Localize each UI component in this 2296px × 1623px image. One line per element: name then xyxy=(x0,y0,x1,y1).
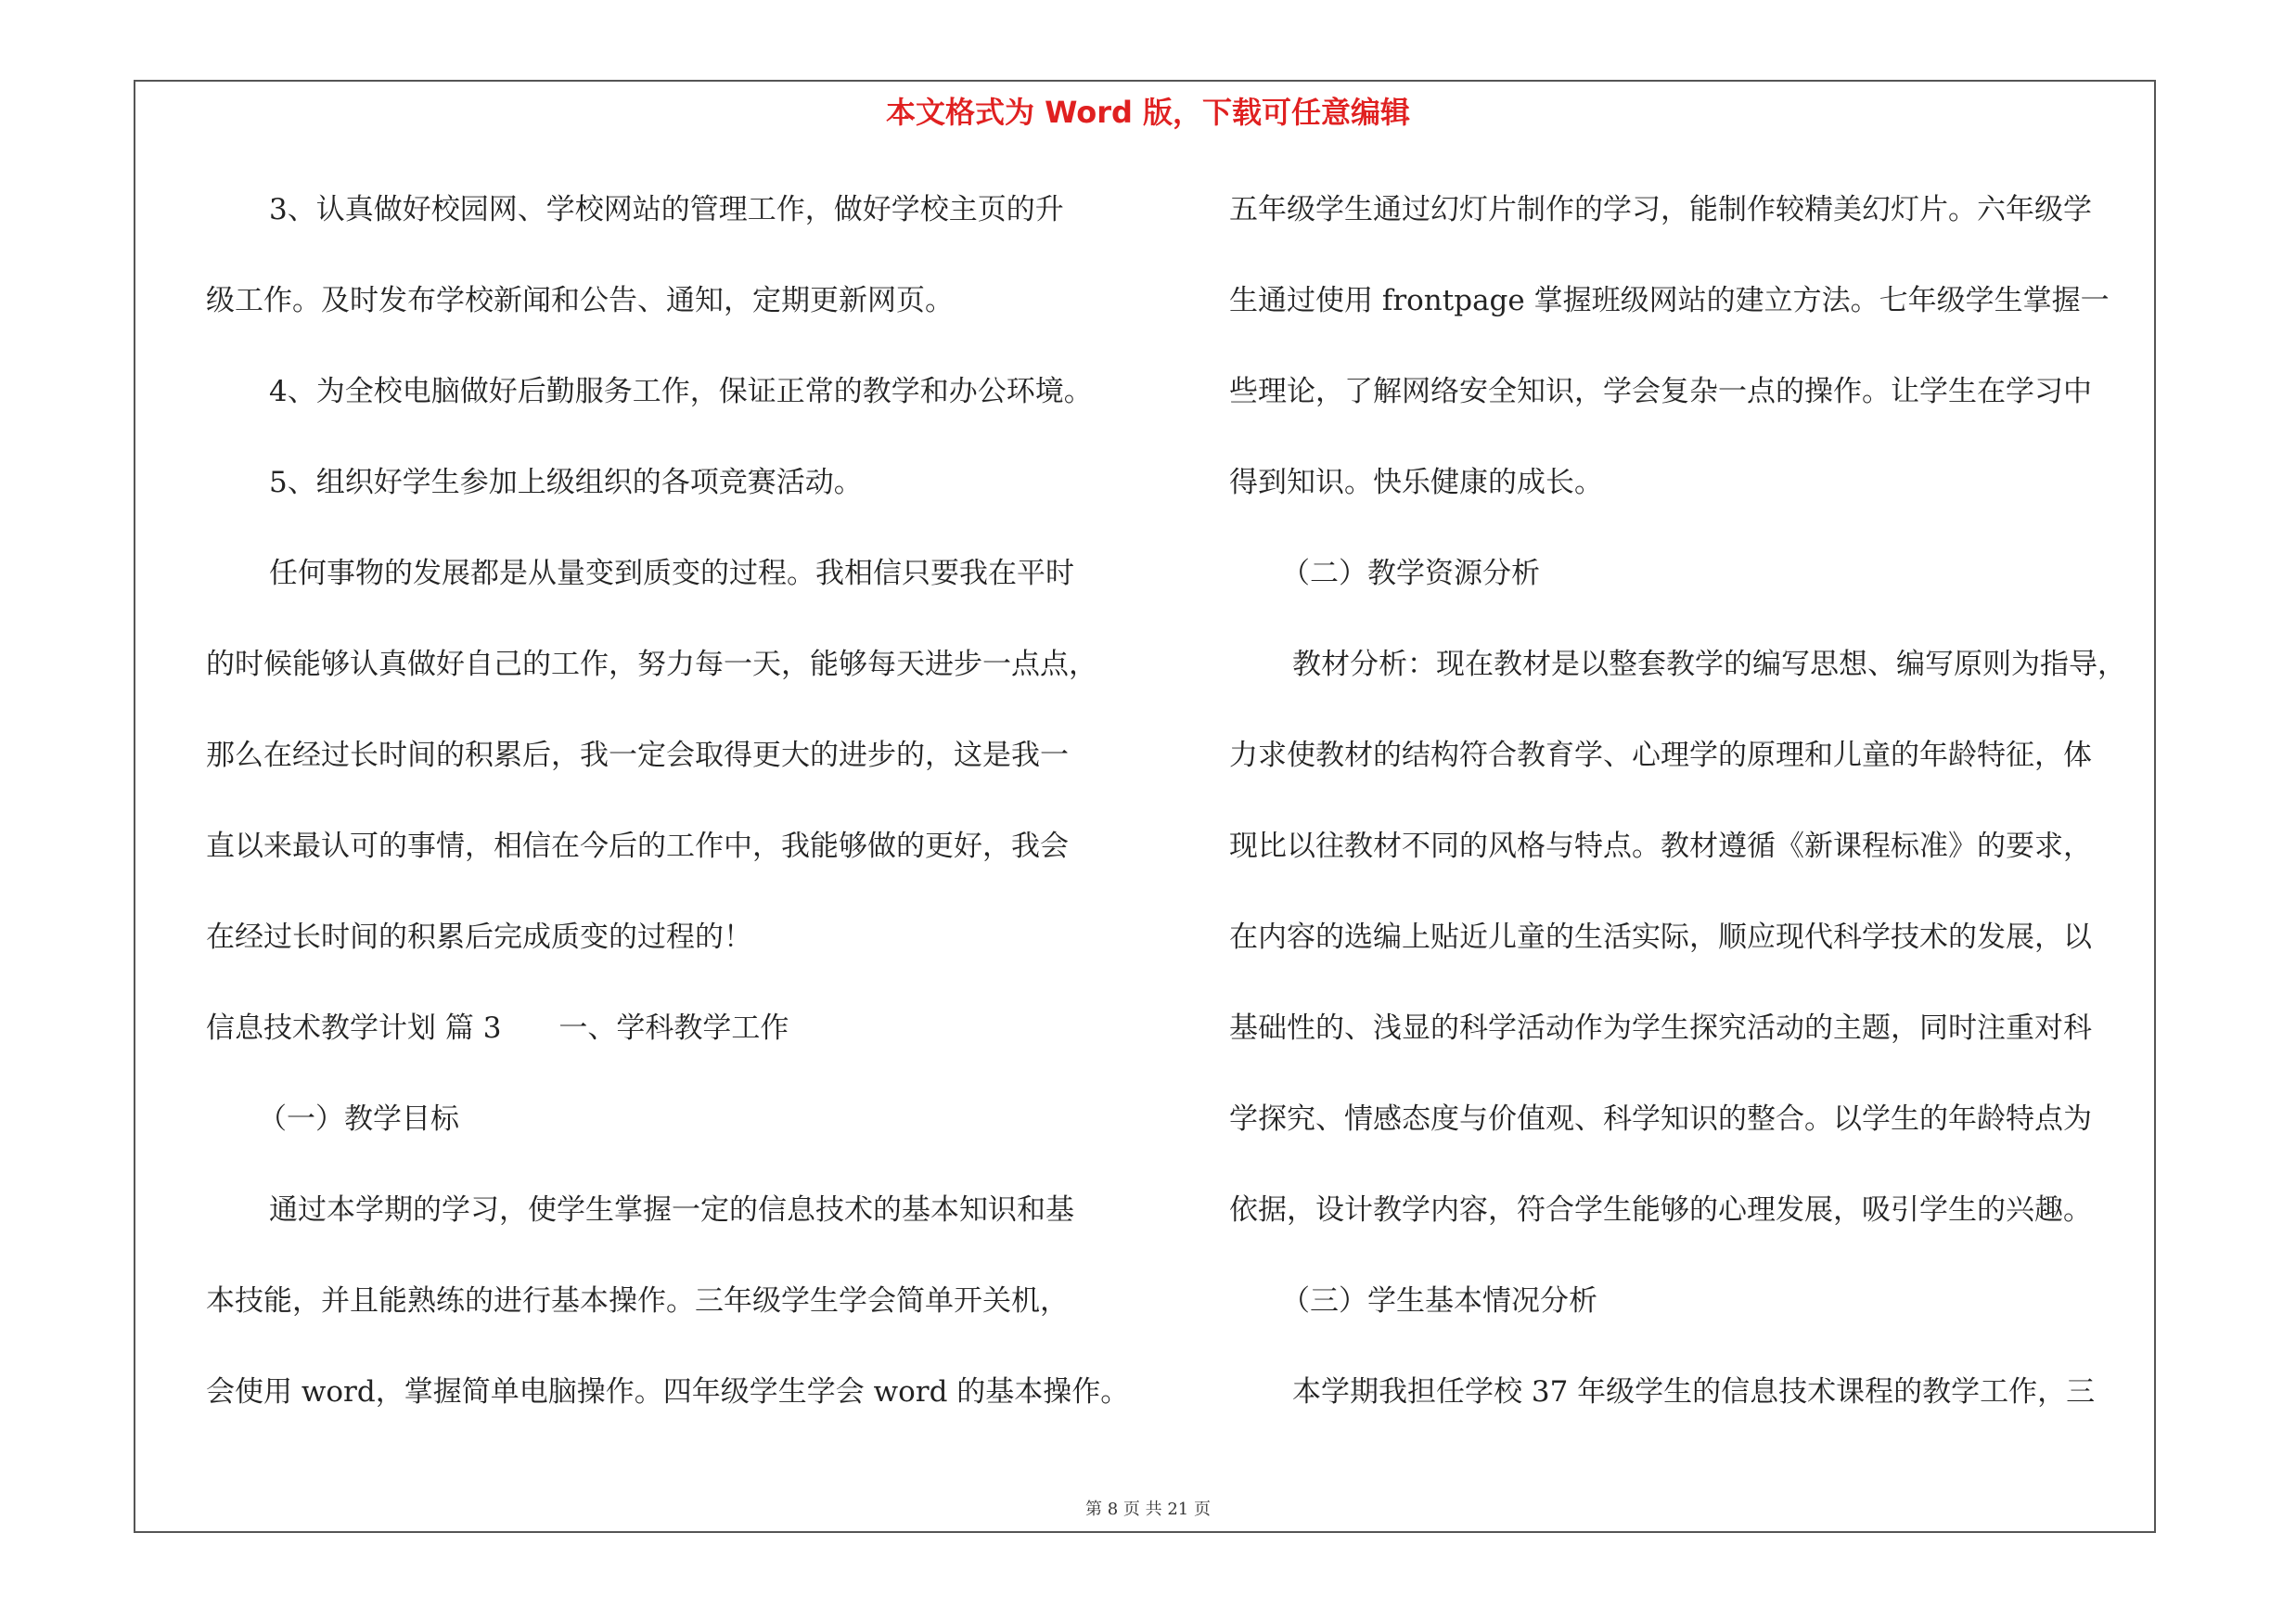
paragraph-line: 学探究、情感态度与价值观、科学知识的整合。以学生的年龄特点为 xyxy=(1229,1102,2092,1136)
paragraph-line: 生通过使用 frontpage 掌握班级网站的建立方法。七年级学生掌握一 xyxy=(1229,284,2110,317)
paragraph-line: 五年级学生通过幻灯片制作的学习，能制作较精美幻灯片。六年级学 xyxy=(1229,193,2092,226)
paragraph-line: 力求使教材的结构符合教育学、心理学的原理和儿童的年龄特征，体 xyxy=(1229,739,2092,772)
page-number: 第 8 页 共 21 页 xyxy=(1085,1500,1211,1519)
paragraph-line: 些理论，了解网络安全知识，学会复杂一点的操作。让学生在学习中 xyxy=(1229,375,2092,408)
paragraph-line: 通过本学期的学习，使学生掌握一定的信息技术的基本知识和基 xyxy=(269,1193,1074,1227)
paragraph-line: 直以来最认可的事情，相信在今后的工作中，我能够做的更好，我会 xyxy=(206,830,1069,863)
paragraph-line: 基础性的、浅显的科学活动作为学生探究活动的主题，同时注重对科 xyxy=(1229,1011,2092,1045)
paragraph-line: 在内容的选编上贴近儿童的生活实际，顺应现代科学技术的发展，以 xyxy=(1229,921,2092,954)
subsection-heading: （三）学生基本情况分析 xyxy=(1281,1284,1597,1318)
paragraph-line: 那么在经过长时间的积累后，我一定会取得更大的进步的，这是我一 xyxy=(206,739,1069,772)
paragraph-line: 在经过长时间的积累后完成质变的过程的！ xyxy=(206,921,752,954)
paragraph-line: 得到知识。快乐健康的成长。 xyxy=(1229,466,1603,499)
paragraph-line: 本技能，并且能熟练的进行基本操作。三年级学生学会简单开关机， xyxy=(206,1284,1069,1318)
subsection-heading: （二）教学资源分析 xyxy=(1281,557,1540,590)
paragraph-line: 现比以往教材不同的风格与特点。教材遵循《新课程标准》的要求， xyxy=(1229,830,2092,863)
section-heading: 信息技术教学计划 篇 3 一、学科教学工作 xyxy=(206,1011,789,1045)
paragraph-line: 本学期我担任学校 37 年级学生的信息技术课程的教学工作，三 xyxy=(1292,1375,2096,1409)
paragraph-line: 会使用 word，掌握简单电脑操作。四年级学生学会 word 的基本操作。 xyxy=(206,1375,1130,1409)
paragraph-line: 4、为全校电脑做好后勤服务工作，保证正常的教学和办公环境。 xyxy=(269,375,1093,408)
paragraph-line: 级工作。及时发布学校新闻和公告、通知，定期更新网页。 xyxy=(206,284,954,317)
page-header-notice: 本文格式为 Word 版，下载可任意编辑 xyxy=(885,95,1411,130)
paragraph-line: 的时候能够认真做好自己的工作，努力每一天，能够每天进步一点点， xyxy=(206,648,1097,681)
paragraph-line: 依据，设计教学内容，符合学生能够的心理发展，吸引学生的兴趣。 xyxy=(1229,1193,2092,1227)
paragraph-line: 5、组织好学生参加上级组织的各项竞赛活动。 xyxy=(269,466,863,499)
paragraph-line: 3、认真做好校园网、学校网站的管理工作，做好学校主页的升 xyxy=(269,193,1064,226)
paragraph-line: 教材分析：现在教材是以整套教学的编写思想、编写原则为指导， xyxy=(1292,648,2126,681)
paragraph-line: 任何事物的发展都是从量变到质变的过程。我相信只要我在平时 xyxy=(269,557,1074,590)
subsection-heading: （一）教学目标 xyxy=(258,1102,459,1136)
